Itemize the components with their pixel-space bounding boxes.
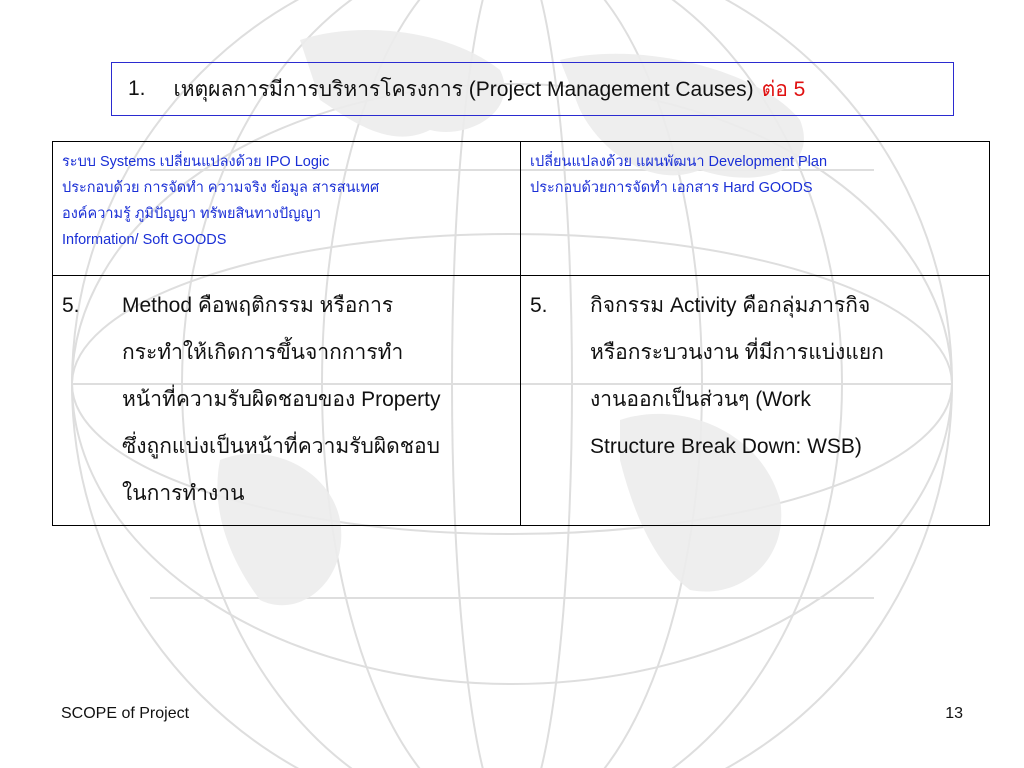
page-number: 13 (945, 705, 963, 722)
item-line: งานออกเป็นส่วนๆ (Work (590, 388, 811, 411)
body-cell-activity (521, 276, 990, 526)
header-left-line: องค์ความรู้ ภูมิปัญญา ทรัพยสินทางปัญญา (62, 206, 322, 222)
item-number: 5. (530, 294, 548, 317)
title-text: เหตุผลการมีการบริหารโครงการ (Project Management Causes) (173, 77, 754, 101)
table-header-row (53, 142, 990, 276)
title-suffix: ต่อ 5 (761, 77, 806, 101)
list-item (530, 282, 983, 470)
item-line: Method คือพฤติกรรม หรือการ (122, 294, 394, 317)
item-text (590, 282, 983, 470)
comparison-table (52, 141, 990, 526)
table-body-row (53, 276, 990, 526)
header-right-line: เปลี่ยนแปลงด้วย แผนพัฒนา Development Plan (530, 154, 828, 170)
item-line: Structure Break Down: WSB) (590, 435, 862, 458)
list-item (62, 282, 514, 517)
header-cell-development-plan (521, 142, 990, 276)
header-left-line: ประกอบด้วย การจัดทำ ความจริง ข้อมูล สารสนเทศ (62, 180, 380, 196)
header-cell-systems (53, 142, 521, 276)
item-line: หน้าที่ความรับผิดชอบของ Property (122, 388, 441, 411)
header-left-line: Information/ Soft GOODS (62, 232, 227, 248)
item-line: หรือกระบวนงาน ที่มีการแบ่งแยก (590, 341, 884, 364)
header-left-line: ระบบ Systems เปลี่ยนแปลงด้วย IPO Logic (62, 154, 330, 170)
item-line: กิจกรรม Activity คือกลุ่มภารกิจ (590, 294, 871, 317)
item-line: ในการทำงาน (122, 482, 245, 505)
item-text (122, 282, 514, 517)
header-right-line: ประกอบด้วยการจัดทำ เอกสาร Hard GOODS (530, 180, 813, 196)
body-cell-method (53, 276, 521, 526)
item-line: กระทำให้เกิดการขึ้นจากการทำ (122, 341, 404, 364)
slide-title (111, 62, 954, 116)
item-number: 5. (62, 294, 80, 317)
title-number: 1. (128, 77, 146, 100)
item-line: ซึ่งถูกแบ่งเป็นหน้าที่ความรับผิดชอบ (122, 435, 440, 458)
footer-scope-label: SCOPE of Project (61, 705, 190, 722)
